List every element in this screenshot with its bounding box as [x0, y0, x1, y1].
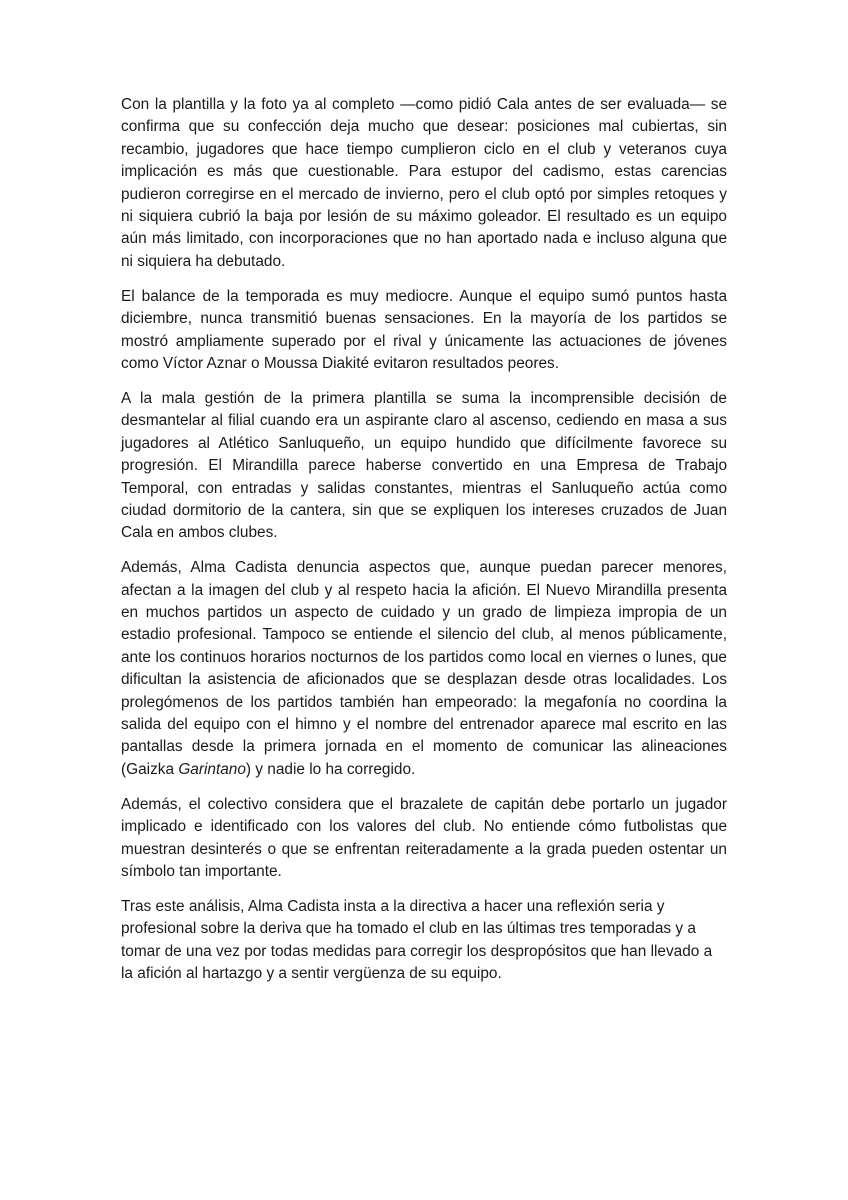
coach-name-misspelled: Garintano [178, 760, 246, 778]
paragraph-imagen-club-end: ) y nadie lo ha corregido. [245, 760, 416, 778]
paragraph-balance-temporada: El balance de la temporada es muy mediocre. Aunque el equipo sumó puntos hasta diciembre, nunca transmitió buenas sensaciones. En la mayoría de los partidos se mostró ampliamente superado por el rival y únicamente las actuaciones de jóvenes como Víctor Aznar o Moussa Diakité evitaron resultados peores. [121, 287, 727, 372]
paragraph-brazalete-capitan: Además, el colectivo considera que el brazalete de capitán debe portarlo un jugador implicado e identificado con los valores del club. No entiende cómo futbolistas que muestran desinterés o que se enfrentan reiteradamente a la grada pueden ostentar un símbolo tan importante. [121, 795, 727, 880]
paragraph-plantilla: Con la plantilla y la foto ya al completo —como pidió Cala antes de ser evaluada— se confirma que su confección deja mucho que desear: posiciones mal cubiertas, sin recambio, jugadores que hace tiempo cumplieron ciclo en el club y veteranos cuya implicación es más que cuestionable. Para estupor del cadismo, estas carencias pudieron corregirse en el mercado de invierno, pero el club optó por simples retoques y ni siquiera cubrió la baja por lesión de su máximo goleador. El resultado es un equipo aún más limitado, con incorporaciones que no han aportado nada e incluso alguna que ni siquiera ha debutado. [121, 96, 727, 270]
paragraph-imagen-club [121, 557, 727, 781]
paragraph-imagen-club-text: Además, Alma Cadista denuncia aspectos que, aunque puedan parecer menores, afectan a la imagen del club y al respeto hacia la afición. El Nuevo Mirandilla presenta en muchos partidos un aspecto de cuidado y un grado de limpieza impropia de un estadio profesional. Tampoco se entiende el silencio del club, al menos públicamente, ante los continuos horarios nocturnos de los partidos como local en viernes o lunes, que dificultan la asistencia de aficionados que se desplazan desde otras localidades. Los prolegómenos de los partidos también han empeorado: la megafonía no coordina la salida del equipo con el himno y el nombre del entrenador aparece mal escrito en las pantallas desde la primera jornada en el momento de comunicar las alineaciones (Gaizka [121, 559, 727, 778]
document-page [121, 94, 727, 998]
paragraph-filial: A la mala gestión de la primera plantilla se suma la incomprensible decisión de desmantelar al filial cuando era un aspirante claro al ascenso, cediendo en masa a sus jugadores al Atlético Sanluqueño, un equipo hundido que difícilmente favorece su progresión. El Mirandilla parece haberse convertido en una Empresa de Trabajo Temporal, con entradas y salidas constantes, mientras el Sanluqueño actúa como ciudad dormitorio de la cantera, sin que se expliquen los intereses cruzados de Juan Cala en ambos clubes. [121, 389, 727, 542]
paragraph-conclusion: Tras este análisis, Alma Cadista insta a la directiva a hacer una reflexión seria y profesional sobre la deriva que ha tomado el club en las últimas tres temporadas y a tomar de una vez por todas medidas para corregir los despropósitos que han llevado a la afición al hartazgo y a sentir vergüenza de su equipo. [121, 897, 713, 983]
